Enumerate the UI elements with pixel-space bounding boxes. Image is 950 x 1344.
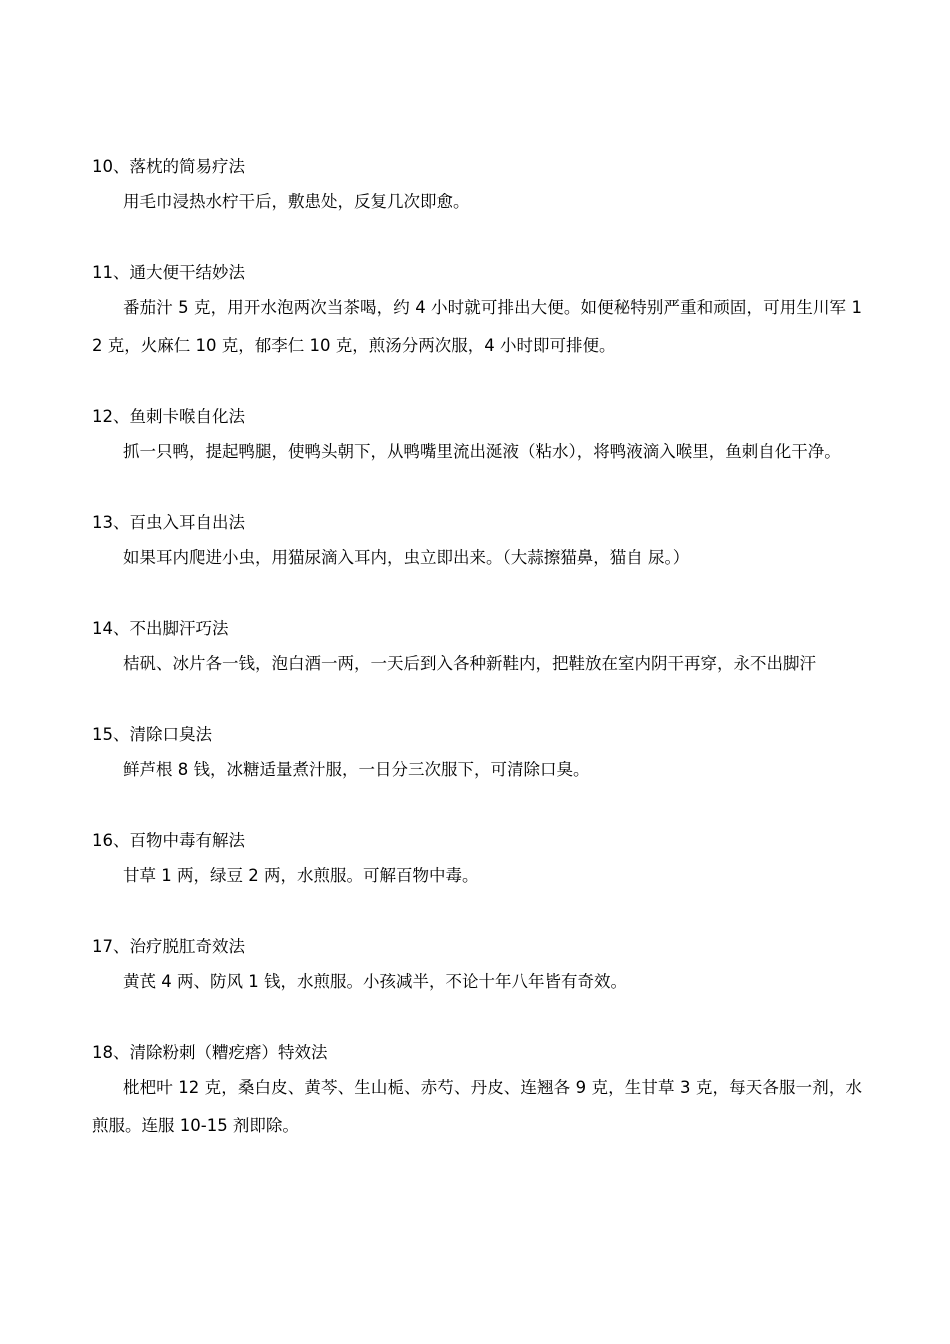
remedy-item	[92, 151, 862, 221]
remedy-title: 17、治疗脱肛奇效法	[92, 937, 245, 956]
remedy-text: 番茄汁 5 克，用开水泡两次当茶喝，约 4 小时就可排出大便。如便秘特别严重和顽固，可用生川军 12 克，火麻仁 10 克，郁李仁 10 克，煎汤分两次服，4 小时即可排便。	[92, 298, 862, 355]
remedy-item	[92, 613, 862, 683]
remedy-text: 抓一只鸭，提起鸭腿，使鸭头朝下，从鸭嘴里流出涎液（粘水），将鸭液滴入喉里，鱼刺自化干净。	[123, 442, 841, 461]
remedy-text: 甘草 1 两，绿豆 2 两，水煎服。可解百物中毒。	[123, 866, 479, 885]
remedy-text: 如果耳内爬进小虫，用猫尿滴入耳内，虫立即出来。（大蒜擦猫鼻，猫自 尿。）	[123, 548, 690, 567]
remedy-text: 黄芪 4 两、防风 1 钱，水煎服。小孩减半，不论十年八年皆有奇效。	[123, 972, 627, 991]
remedy-item	[92, 257, 862, 365]
remedy-item	[92, 401, 862, 471]
remedy-item	[92, 719, 862, 789]
remedy-text: 桔矾、冰片各一钱，泡白酒一两，一天后到入各种新鞋内，把鞋放在室内阴干再穿，永不出脚汗	[123, 654, 816, 673]
remedy-item	[92, 825, 862, 895]
remedy-title: 12、鱼刺卡喉自化法	[92, 407, 245, 426]
remedy-title: 14、不出脚汗巧法	[92, 619, 229, 638]
remedy-text: 鲜芦根 8 钱，冰糖适量煮汁服，一日分三次服下，可清除口臭。	[123, 760, 590, 779]
remedy-item	[92, 507, 862, 577]
remedy-item	[92, 1037, 862, 1145]
remedy-title: 15、清除口臭法	[92, 725, 212, 744]
document-body	[92, 151, 862, 1181]
remedy-title: 13、百虫入耳自出法	[92, 513, 245, 532]
remedy-title: 16、百物中毒有解法	[92, 831, 245, 850]
remedy-text: 用毛巾浸热水柠干后，敷患处，反复几次即愈。	[123, 192, 470, 211]
remedy-text: 枇杷叶 12 克，桑白皮、黄芩、生山栀、赤芍、丹皮、连翘各 9 克，生甘草 3 克，每天各服一剂，水煎服。连服 10-15 剂即除。	[92, 1078, 862, 1135]
remedy-title: 11、通大便干结妙法	[92, 263, 245, 282]
remedy-title: 18、清除粉刺（糟疙瘩）特效法	[92, 1043, 328, 1062]
remedy-title: 10、落枕的简易疗法	[92, 157, 245, 176]
remedy-item	[92, 931, 862, 1001]
